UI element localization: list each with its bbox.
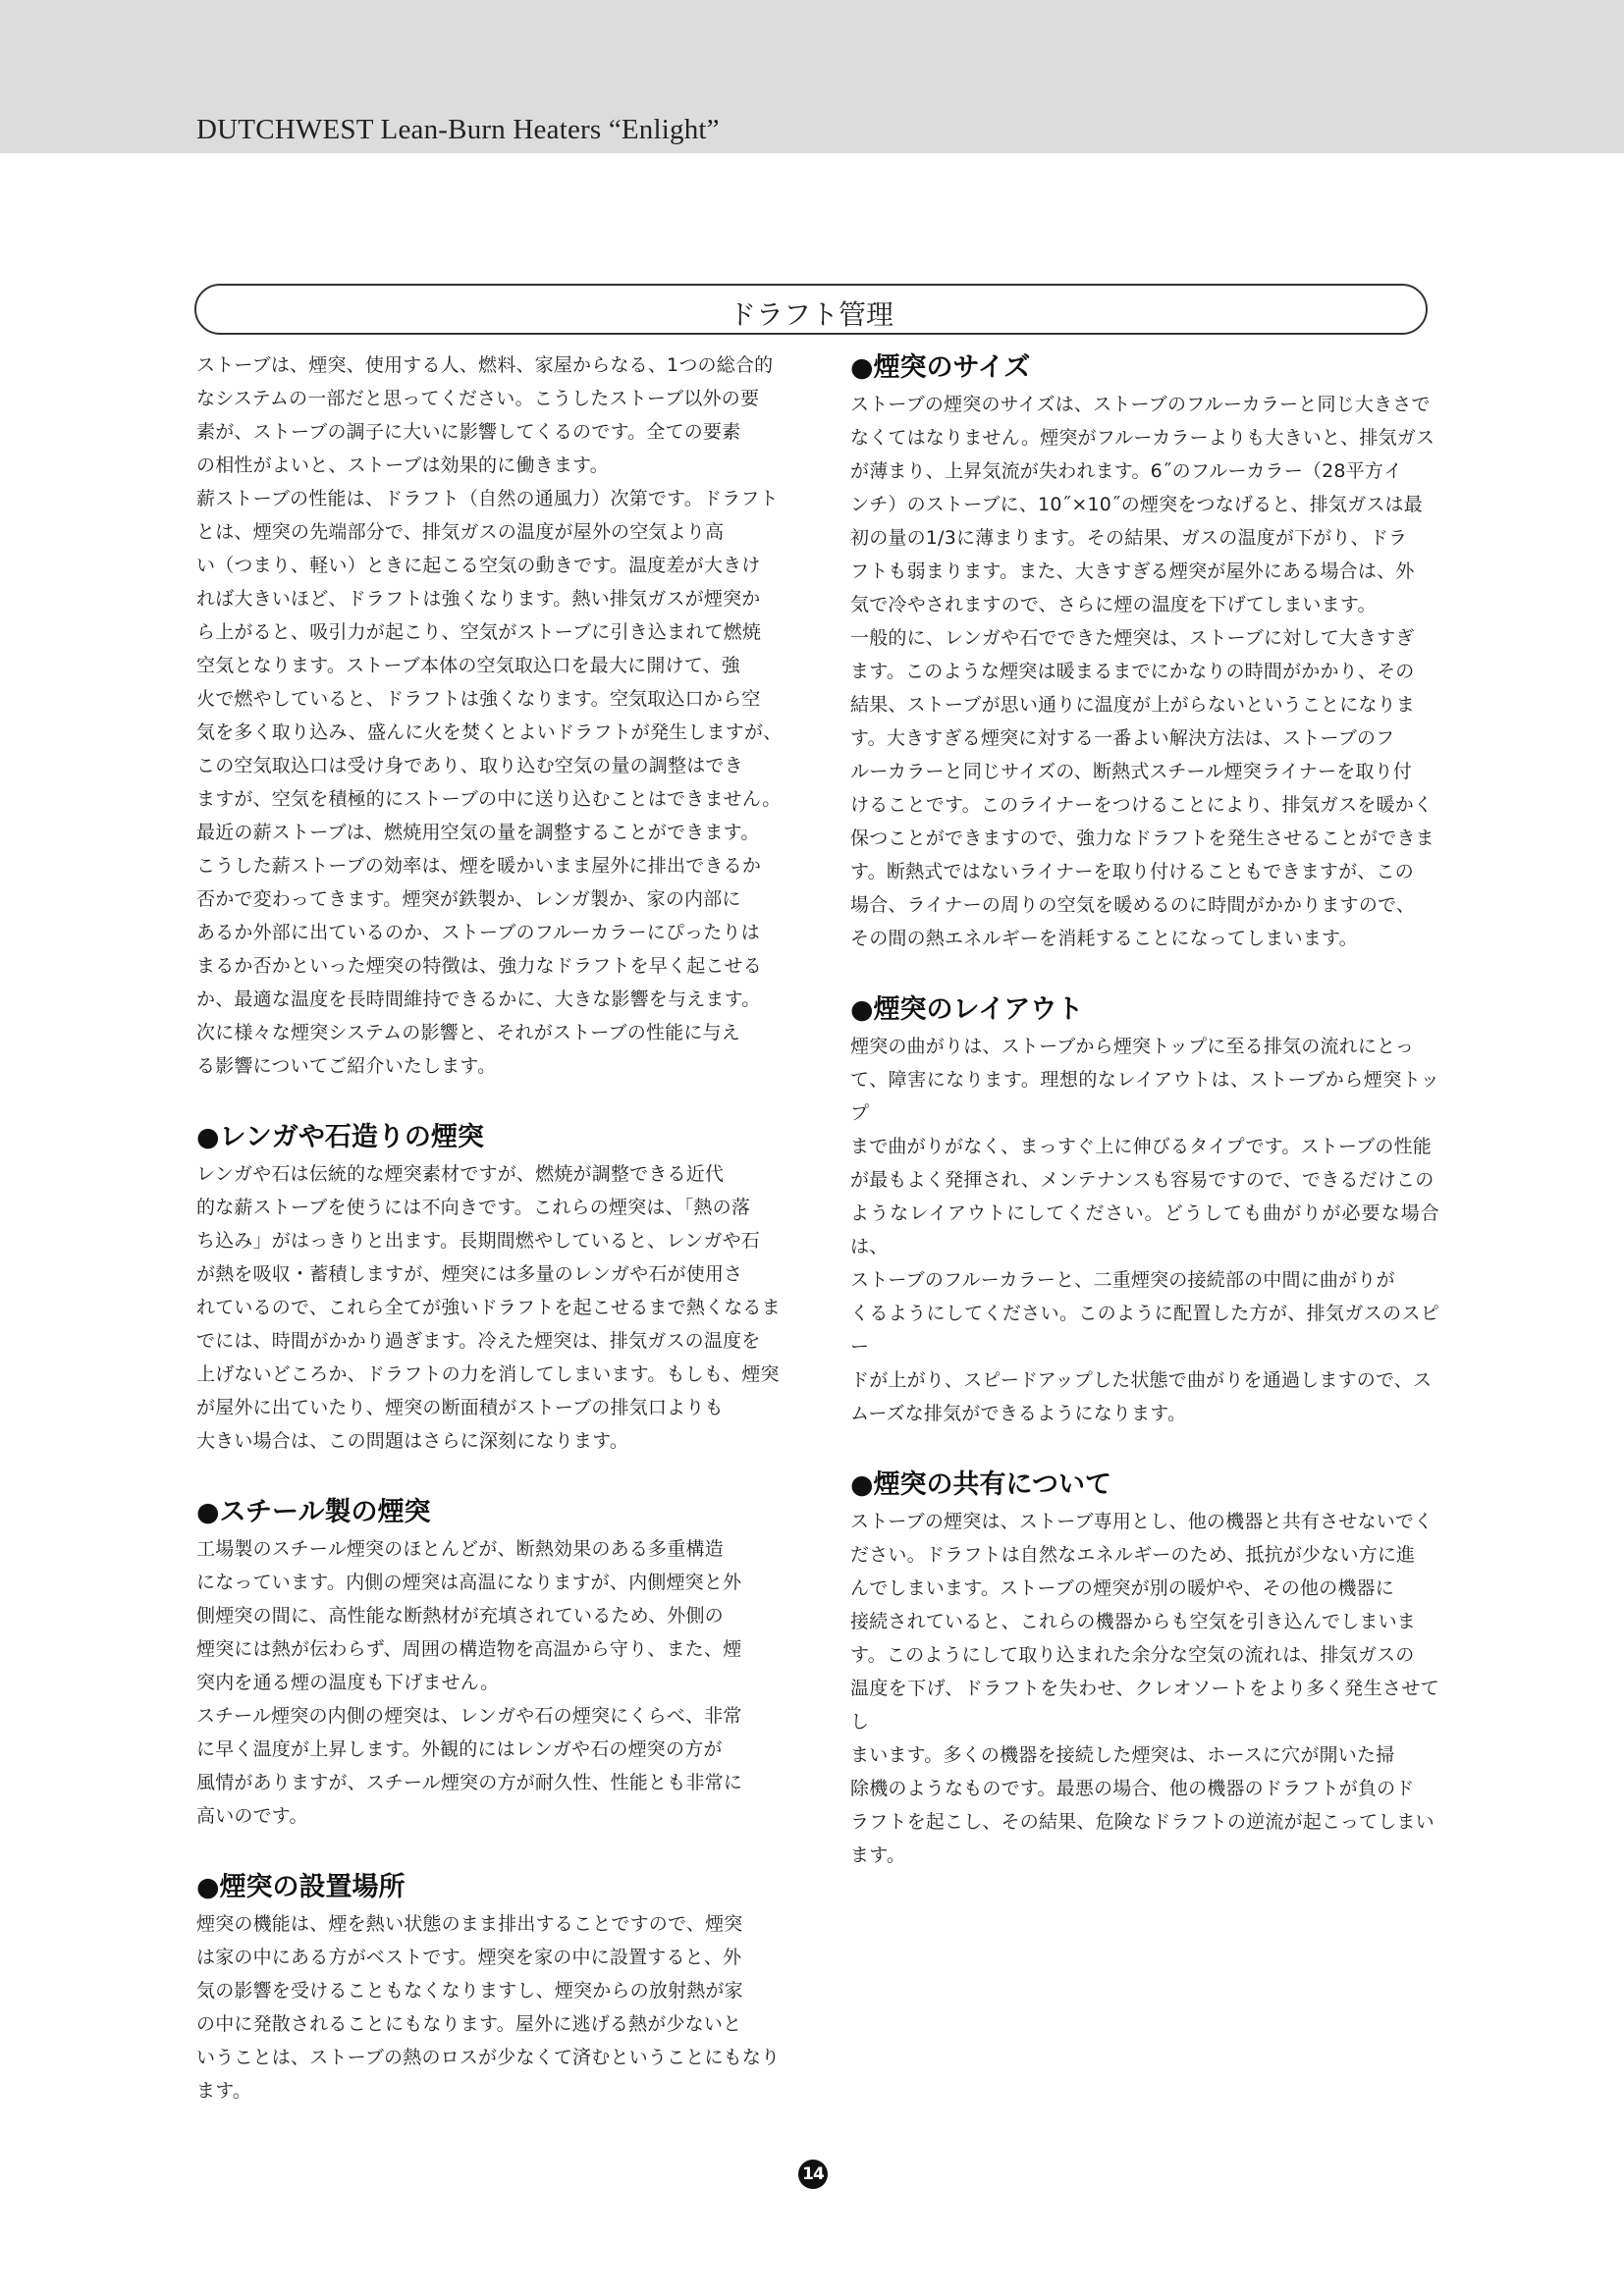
chimney-location-body: 煙突の機能は、煙を熱い状態のまま排出することですので、煙突 は家の中にある方がベストです。煙突を家の中に設置すると、外 気の影響を受けることもなくなりますし、煙突からの放射熱が家 の中に発散されることにもなります。屋外に逃げる熱が少ないと いうことは、ストーブの熱のロスが少なくて済むということにもなり ます。 (196, 1913, 781, 2102)
left-column (196, 348, 785, 2108)
chimney-size-heading: ●煙突のサイズ (850, 352, 1031, 383)
section-title-bar (194, 284, 1428, 335)
chimney-size-body: ストーブの煙突のサイズは、ストーブのフルーカラーと同じ大きさで なくてはなりません。煙突がフルーカラーよりも大きいと、排気ガス が薄まり、上昇気流が失われます。6˝のフルーカラー（28平方イ ンチ）のストーブに、10˝×10˝の煙突をつなげると、排気ガスは最 初の量の1/3に薄まります。その結果、ガスの温度が下がり、ドラ フトも弱まります。また、大きすぎる煙突が屋外にある場合は、外 気で冷やされますので、さらに煙の温度を下げてしまいます。 一般的に、レンガや石でできた煙突は、ストーブに対して大きすぎ ます。このような煙突は暖まるまでにかなりの時間がかかり、その 結果、ストーブが思い通りに温度が上がらないということになりま す。大きすぎる煙突に対する一番よい解決方法は、ストーブのフ ルーカラーと同じサイズの、断熱式スチール煙突ライナーを取り付 けることです。このライナーをつけることにより、排気ガスを暖かく 保つことができますので、強力なドラフトを発生させることができま す。断熱式ではないライナーを取り付けることもできますが、この 場合、ライナーの周りの空気を暖めるのに時間がかかりますので、 その間の熱エネルギーを消耗することになってしまいます。 (850, 394, 1435, 949)
chimney-layout-heading: ●煙突のレイアウト (850, 994, 1084, 1025)
chimney-location-heading: ●煙突の設置場所 (196, 1872, 406, 1902)
right-column (850, 348, 1439, 1872)
steel-chimney-body: 工場製のスチール煙突のほとんどが、断熱効果のある多重構造 になっています。内側の煙突は高温になりますが、内側煙突と外 側煙突の間に、高性能な断熱材が充填されているため、外側の 煙突には熱が伝わらず、周囲の構造物を高温から守り、また、煙 突内を通る煙の温度も下げません。 スチール煙突の内側の煙突は、レンガや石の煙突にくらべ、非常 に早く温度が上昇します。外観的にはレンガや石の煙突の方が 風情がありますが、スチール煙突の方が耐久性、性能とも非常に 高いのです。 (196, 1538, 743, 1827)
document-header-title: DUTCHWEST Lean-Burn Heaters “Enlight” (196, 114, 720, 145)
chimney-sharing-heading: ●煙突の共有について (850, 1469, 1112, 1500)
header-band (0, 0, 1624, 153)
brick-chimney-body: レンガや石は伝統的な煙突素材ですが、燃焼が調整できる近代 的な薪ストーブを使うには不向きです。これらの煙突は、「熱の落 ち込み」がはっきりと出ます。長期間燃やしていると、レンガや石 が熱を吸収・蓄積しますが、煙突には多量のレンガや石が使用さ れているので、これら全てが強いドラフトを起こせるまで熱くなるま でには、時間がかかり過ぎます。冷えた煙突は、排気ガスの温度を 上げないどころか、ドラフトの力を消してしまいます。もしも、煙突 が屋外に出ていたり、煙突の断面積がストーブの排気口よりも 大きい場合は、この問題はさらに深刻になります。 (196, 1163, 781, 1452)
chimney-layout-body: 煙突の曲がりは、ストーブから煙突トップに至る排気の流れにとっ て、障害になります。理想的なレイアウトは、ストーブから煙突トップ まで曲がりがなく、まっすぐ上に伸びるタイプです。ストーブの性能 が最もよく発揮され、メンテナンスも容易ですので、できるだけこの ようなレイアウトにしてください。どうしても曲がりが必要な場合は、 ストーブのフルーカラーと、二重煙突の接続部の中間に曲がりが くるようにしてください。このように配置した方が、排気ガスのスピー ドが上がり、スピードアップした状態で曲がりを通過しますので、ス ムーズな排気ができるようになります。 (850, 1036, 1439, 1424)
chimney-sharing-body: ストーブの煙突は、ストーブ専用とし、他の機器と共有させないでく ださい。ドラフトは自然なエネルギーのため、抵抗が少ない方に進 んでしまいます。ストーブの煙突が別の暖炉や、その他の機器に 接続されていると、これらの機器からも空気を引き込んでしまいま す。このようにして取り込まれた余分な空気の流れは、排気ガスの 温度を下げ、ドラフトを失わせ、クレオソートをより多く発生させてし まいます。多くの機器を接続した煙突は、ホースに穴が開いた掃 除機のようなものです。最悪の場合、他の機器のドラフトが負のド ラフトを起こし、その結果、危険なドラフトの逆流が起こってしまい ます。 (850, 1511, 1439, 1866)
page-number-badge: 14 (798, 2160, 828, 2189)
brick-chimney-heading: ●レンガや石造りの煙突 (196, 1122, 484, 1152)
section-title: ドラフト管理 (728, 298, 893, 331)
steel-chimney-heading: ●スチール製の煙突 (196, 1497, 431, 1527)
intro-paragraph: ストーブは、煙突、使用する人、燃料、家屋からなる、1つの総合的 なシステムの一部だと思ってください。こうしたストーブ以外の要 素が、ストーブの調子に大いに影響してくるのです。全ての要素 の相性がよいと、ストーブは効果的に働きます。 薪ストーブの性能は、ドラフト（自然の通風力）次第です。ドラフト とは、煙突の先端部分で、排気ガスの温度が屋外の空気より高 い（つまり、軽い）ときに起こる空気の動きです。温度差が大きけ れば大きいほど、ドラフトは強くなります。熱い排気ガスが煙突か ら上がると、吸引力が起こり、空気がストーブに引き込まれて燃焼 空気となります。ストーブ本体の空気取込口を最大に開けて、強 火で燃やしていると、ドラフトは強くなります。空気取込口から空 気を多く取り込み、盛んに火を焚くとよいドラフトが発生しますが、 この空気取込口は受け身であり、取り込む空気の量の調整はでき ますが、空気を積極的にストーブの中に送り込むことはできません。 最近の薪ストーブは、燃焼用空気の量を調整することができます。 こうした薪ストーブの効率は、煙を暖かいまま屋外に排出できるか 否かで変わってきます。煙突が鉄製か、レンガ製か、家の内部に あるか外部に出ているのか、ストーブのフルーカラーにぴったりは まるか否かといった煙突の特徴は、強力なドラフトを早く起こせる か、最適な温度を長時間維持できるかに、大きな影響を与えます。 次に様々な煙突システムの影響と、それがストーブの性能に与え る影響についてご紹介いたします。 (196, 354, 783, 1077)
